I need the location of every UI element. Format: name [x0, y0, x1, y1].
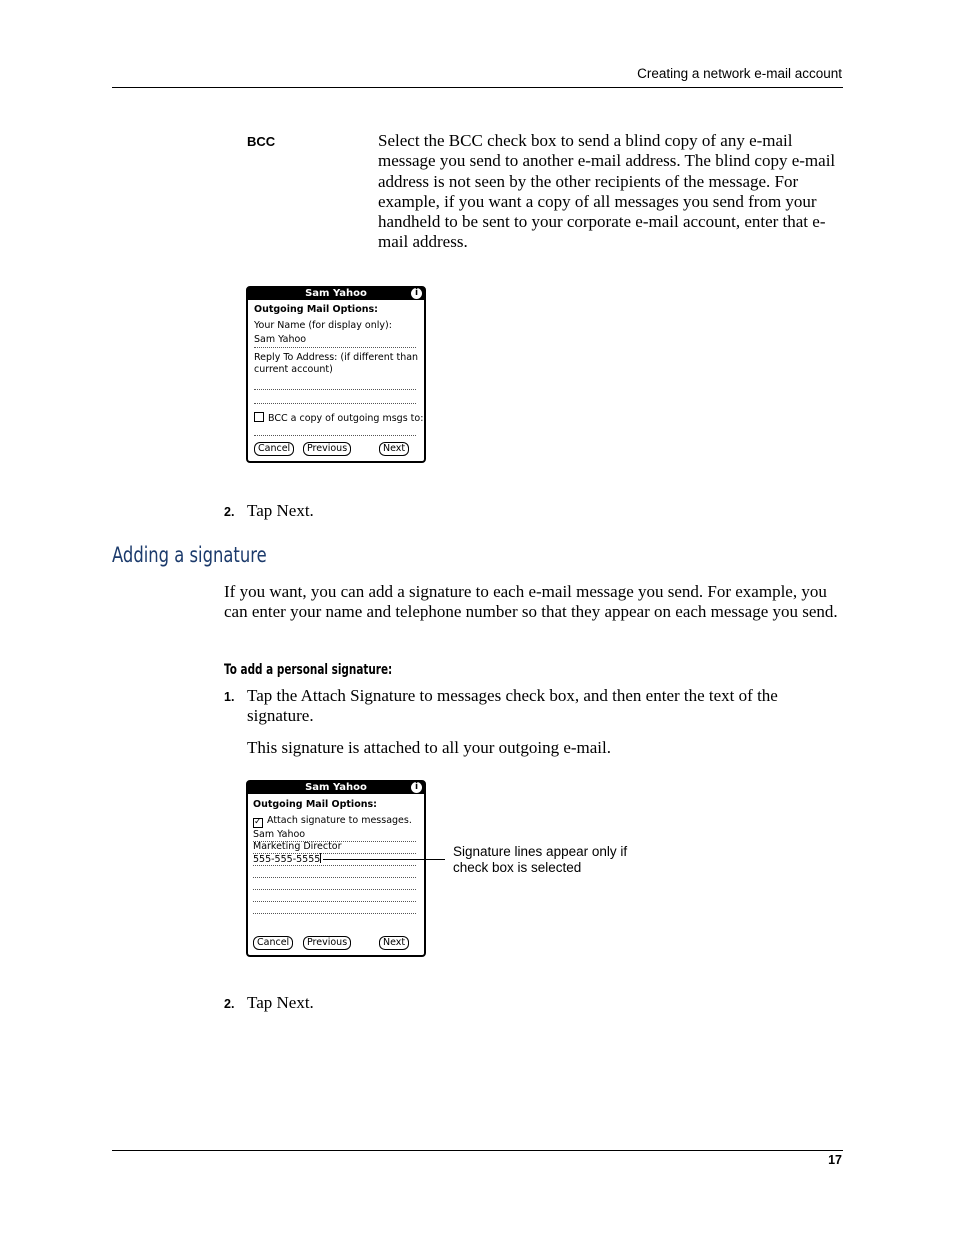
bcc-option-label: BCC a copy of outgoing msgs to: — [268, 413, 424, 424]
reply-field-line1[interactable] — [254, 389, 416, 390]
palm-title-bar — [248, 288, 424, 300]
attach-signature-option[interactable] — [253, 815, 412, 828]
running-head: Creating a network e-mail account — [637, 66, 842, 81]
signature-field-line[interactable] — [253, 913, 416, 914]
palm-title: Sam Yahoo — [305, 288, 367, 299]
name-field[interactable]: Sam Yahoo — [254, 334, 307, 345]
name-label: Your Name (for display only): — [254, 320, 392, 331]
reply-field-line2[interactable] — [254, 403, 416, 404]
footer-rule — [112, 1150, 843, 1151]
signature-line[interactable]: Sam Yahoo — [253, 829, 306, 840]
cancel-button[interactable]: Cancel — [254, 442, 294, 456]
bcc-checkbox[interactable] — [254, 412, 264, 422]
step-note: This signature is attached to all your outgoing e-mail. — [247, 738, 611, 757]
reply-label-line2: current account) — [254, 364, 333, 375]
attach-signature-checkbox[interactable] — [253, 818, 263, 828]
palm-title: Sam Yahoo — [305, 782, 367, 793]
text-cursor — [320, 853, 321, 863]
step-number: 2. — [224, 997, 235, 1011]
signature-field-line[interactable] — [253, 901, 416, 902]
attach-signature-label: Attach signature to messages. — [267, 815, 412, 826]
step-number: 2. — [224, 505, 235, 519]
page-number: 17 — [828, 1153, 842, 1167]
name-field-line — [254, 347, 416, 348]
next-button[interactable]: Next — [379, 442, 409, 456]
palm-screen-signature — [246, 780, 426, 957]
previous-button[interactable]: Previous — [303, 442, 351, 456]
callout-text: Signature lines appear only if check box is selected — [453, 844, 628, 875]
section-intro: If you want, you can add a signature to each e-mail message you send. For example, you can enter your name and telephone number so that they appear on each message you send. — [224, 582, 838, 622]
signature-field-line[interactable] — [253, 877, 416, 878]
step-text: Tap Next. — [247, 501, 314, 520]
info-icon[interactable]: i — [411, 288, 422, 299]
palm-screen-outgoing-options — [246, 286, 426, 463]
procedure-heading: To add a personal signature: — [224, 662, 393, 678]
options-heading: Outgoing Mail Options: — [254, 304, 378, 315]
cancel-button[interactable]: Cancel — [253, 936, 293, 950]
bcc-field-line[interactable] — [254, 435, 416, 436]
signature-field-line[interactable] — [253, 889, 416, 890]
signature-field-line — [253, 865, 416, 866]
step-text: Tap Next. — [247, 993, 314, 1012]
callout-leader-line — [323, 859, 445, 860]
header-rule — [112, 87, 843, 88]
bcc-term: BCC — [247, 134, 276, 149]
previous-button[interactable]: Previous — [303, 936, 351, 950]
signature-line[interactable]: 555-555-5555 — [253, 854, 321, 865]
options-heading: Outgoing Mail Options: — [253, 799, 377, 810]
reply-label-line1: Reply To Address: (if different than — [254, 352, 419, 363]
next-button[interactable]: Next — [379, 936, 409, 950]
bcc-option[interactable] — [254, 412, 423, 425]
check-mark-icon: ✓ — [254, 817, 262, 827]
signature-line[interactable]: Marketing Director — [253, 841, 342, 852]
section-heading: Adding a signature — [112, 543, 267, 567]
step-number: 1. — [224, 690, 235, 704]
bcc-definition: Select the BCC check box to send a blind copy of any e-mail message you send to another e-mail address. The blind copy e-mail address is not seen by the other recipients of the message. For example, if you want a copy of all messages you send from your handheld to be sent to your corporate e-mail account, enter that e-mail address. — [378, 131, 836, 252]
palm-title-bar — [248, 782, 424, 794]
info-icon[interactable]: i — [411, 782, 422, 793]
step-text: Tap the Attach Signature to messages check box, and then enter the text of the signature. — [247, 686, 778, 726]
